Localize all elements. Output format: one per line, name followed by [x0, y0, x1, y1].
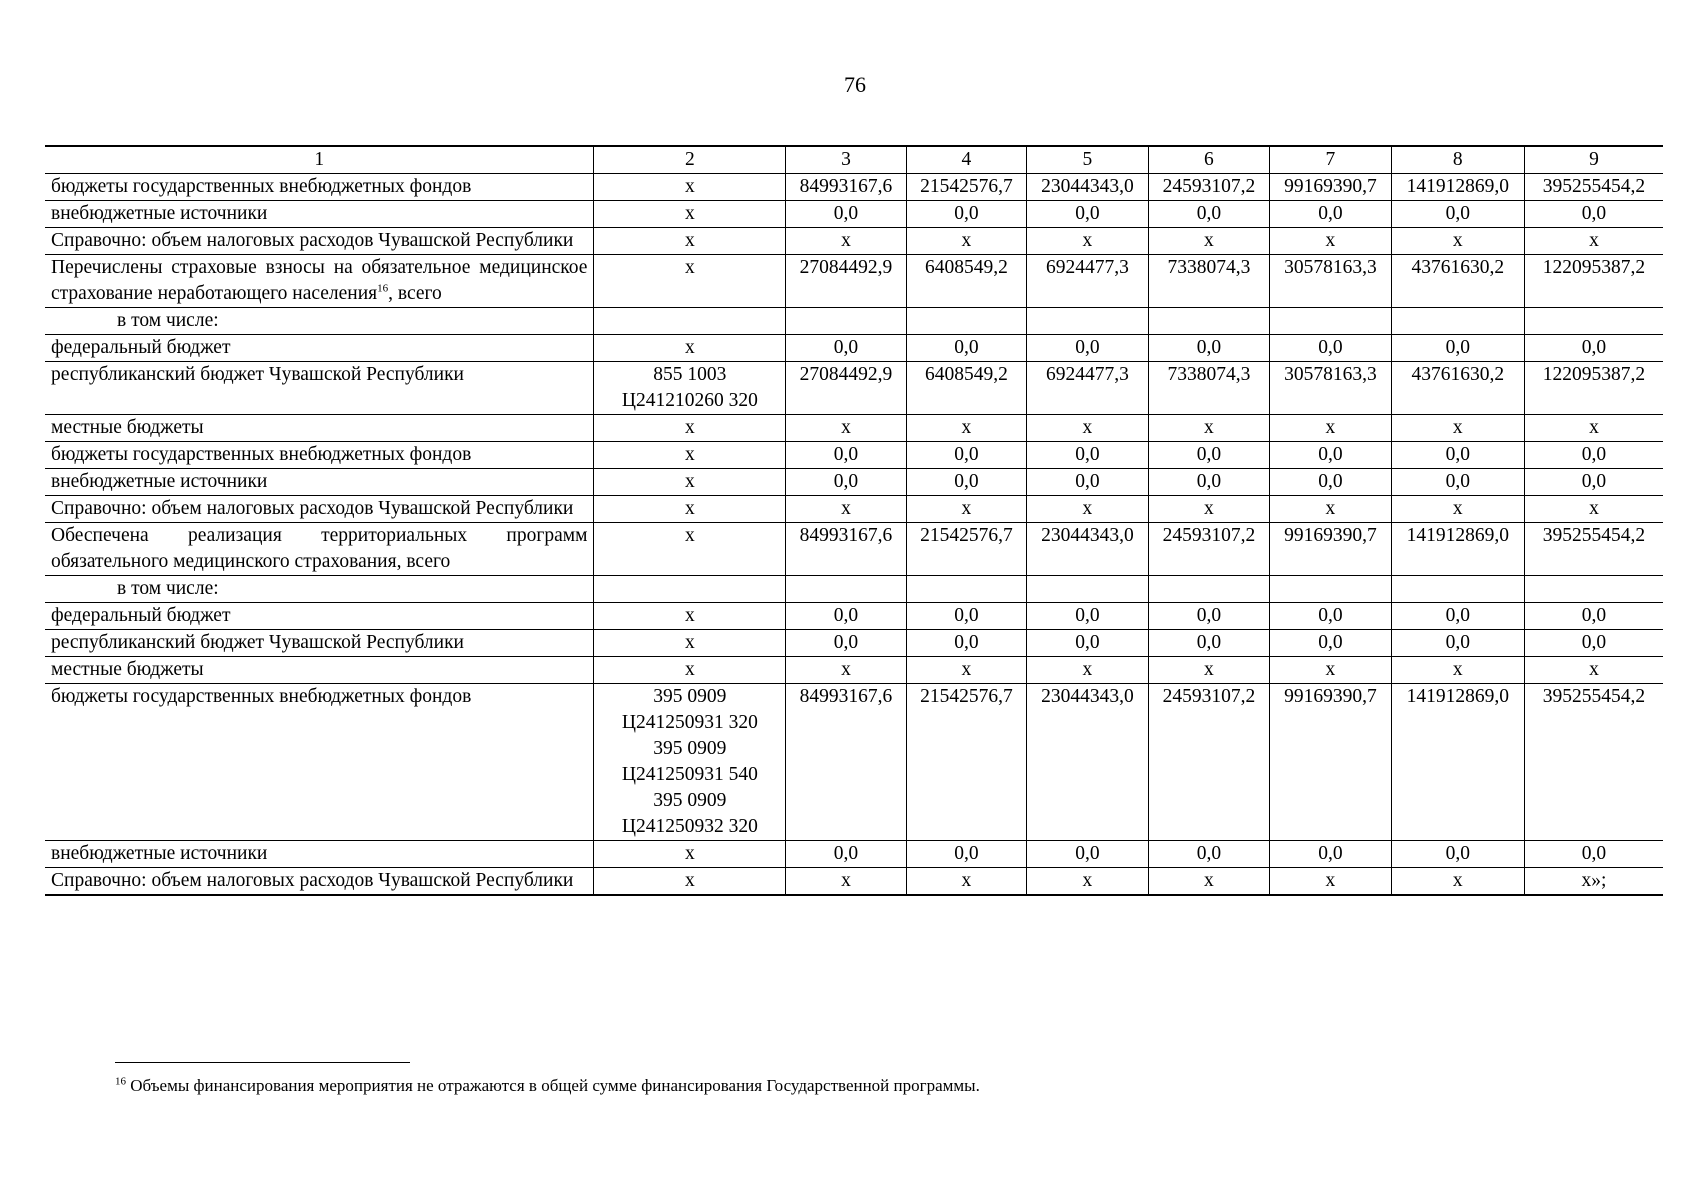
value-cell: 0,0: [1524, 335, 1663, 362]
header-cell: 7: [1270, 146, 1392, 174]
value-cell: 0,0: [1148, 442, 1270, 469]
row-label-text: республиканский бюджет Чувашской Республики: [51, 364, 464, 385]
value-cell: 0,0: [786, 442, 906, 469]
budget-code-cell: [594, 335, 786, 362]
value-cell: 0,0: [1027, 469, 1149, 496]
value-cell: х: [1148, 657, 1270, 684]
table-row: [45, 684, 1663, 841]
value-cell: 0,0: [906, 630, 1026, 657]
value-cell: х: [1270, 657, 1392, 684]
header-cell: 6: [1148, 146, 1270, 174]
row-label-text: местные бюджеты: [51, 659, 204, 680]
value-cell: х: [1391, 868, 1524, 896]
value-cell: 0,0: [1148, 201, 1270, 228]
budget-code-line: 395 0909: [653, 686, 727, 707]
value-cell: х: [786, 415, 906, 442]
budget-code-line: х: [684, 843, 695, 864]
value-cell: 99169390,7: [1270, 684, 1392, 841]
table-row: [45, 603, 1663, 630]
value-cell: х: [1027, 415, 1149, 442]
value-cell: х: [1027, 228, 1149, 255]
value-cell: 0,0: [1391, 201, 1524, 228]
value-cell: х: [906, 496, 1026, 523]
value-cell: 30578163,3: [1270, 255, 1392, 308]
row-label: [45, 174, 594, 201]
value-cell: 395255454,2: [1524, 684, 1663, 841]
value-cell: 43761630,2: [1391, 255, 1524, 308]
value-cell: х: [786, 496, 906, 523]
row-label: [45, 684, 594, 841]
value-cell: 122095387,2: [1524, 255, 1663, 308]
value-cell: 0,0: [1270, 603, 1392, 630]
value-cell: х: [1391, 496, 1524, 523]
value-cell: 23044343,0: [1027, 174, 1149, 201]
value-cell: 0,0: [786, 469, 906, 496]
value-cell: 0,0: [906, 201, 1026, 228]
budget-code-line: х: [684, 632, 695, 653]
value-cell: [1524, 576, 1663, 603]
value-cell: х: [906, 415, 1026, 442]
budget-code-line: 395 0909: [653, 790, 727, 811]
value-cell: 0,0: [1524, 442, 1663, 469]
value-cell: 0,0: [906, 603, 1026, 630]
header-cell: 5: [1027, 146, 1149, 174]
table-row: [45, 308, 1663, 335]
budget-code-line: х: [684, 337, 695, 358]
value-cell: 0,0: [1027, 335, 1149, 362]
row-label-text: Справочно: объем налоговых расходов Чувашской Республики: [51, 498, 574, 519]
value-cell: 0,0: [1027, 442, 1149, 469]
value-cell: 24593107,2: [1148, 523, 1270, 576]
value-cell: [1027, 576, 1149, 603]
budget-code-cell: [594, 603, 786, 630]
value-cell: 6924477,3: [1027, 362, 1149, 415]
table-row: [45, 335, 1663, 362]
value-cell: 122095387,2: [1524, 362, 1663, 415]
value-cell: 30578163,3: [1270, 362, 1392, 415]
value-cell: 0,0: [1270, 201, 1392, 228]
value-cell: [786, 576, 906, 603]
table-row: [45, 174, 1663, 201]
value-cell: 141912869,0: [1391, 684, 1524, 841]
value-cell: х: [786, 657, 906, 684]
row-label-text: федеральный бюджет: [51, 605, 231, 626]
budget-code-line: 395 0909: [653, 738, 727, 759]
value-cell: х: [1524, 496, 1663, 523]
value-cell: 43761630,2: [1391, 362, 1524, 415]
budget-code-line: Ц241210260 320: [621, 390, 758, 411]
row-label: [45, 308, 594, 335]
value-cell: 0,0: [1391, 442, 1524, 469]
value-cell: 0,0: [1391, 603, 1524, 630]
budget-code-cell: [594, 174, 786, 201]
table-row: [45, 469, 1663, 496]
budget-code-cell: [594, 469, 786, 496]
value-cell: 0,0: [1148, 603, 1270, 630]
value-cell: х: [1270, 496, 1392, 523]
value-cell: х: [906, 657, 1026, 684]
row-label: [45, 469, 594, 496]
value-cell: х: [1270, 415, 1392, 442]
value-cell: 395255454,2: [1524, 174, 1663, 201]
value-cell: [1148, 308, 1270, 335]
budget-code-cell: [594, 362, 786, 415]
value-cell: [906, 576, 1026, 603]
row-label-text: Справочно: объем налоговых расходов Чувашской Республики: [51, 230, 574, 251]
value-cell: 84993167,6: [786, 174, 906, 201]
value-cell: 0,0: [906, 841, 1026, 868]
value-cell: х: [1027, 657, 1149, 684]
value-cell: 84993167,6: [786, 684, 906, 841]
row-label: [45, 362, 594, 415]
budget-code-cell: [594, 841, 786, 868]
row-label: [45, 630, 594, 657]
value-cell: [786, 308, 906, 335]
value-cell: 0,0: [786, 841, 906, 868]
budget-code-line: 855 1003: [653, 364, 727, 385]
value-cell: х: [1391, 657, 1524, 684]
table-row: [45, 841, 1663, 868]
footnote-divider: [115, 1062, 410, 1063]
row-label: [45, 335, 594, 362]
header-cell: 2: [594, 146, 786, 174]
row-label: [45, 657, 594, 684]
table-row: [45, 523, 1663, 576]
row-label: [45, 603, 594, 630]
budget-code-cell: [594, 523, 786, 576]
row-label-text: внебюджетные источники: [51, 471, 268, 492]
value-cell: [1270, 576, 1392, 603]
value-cell: [1270, 308, 1392, 335]
value-cell: 6408549,2: [906, 255, 1026, 308]
value-cell: 21542576,7: [906, 523, 1026, 576]
row-label-text: бюджеты государственных внебюджетных фондов: [51, 444, 472, 465]
budget-code-cell: [594, 415, 786, 442]
value-cell: 0,0: [1027, 630, 1149, 657]
table-row: [45, 576, 1663, 603]
value-cell: 0,0: [1391, 335, 1524, 362]
value-cell: 141912869,0: [1391, 523, 1524, 576]
header-cell: 8: [1391, 146, 1524, 174]
budget-code-line: х: [684, 870, 695, 891]
value-cell: х: [1524, 657, 1663, 684]
budget-code-line: х: [684, 444, 695, 465]
value-cell: х»;: [1524, 868, 1663, 896]
budget-code-cell: [594, 228, 786, 255]
value-cell: х: [1270, 868, 1392, 896]
value-cell: 0,0: [1524, 603, 1663, 630]
value-cell: х: [1524, 228, 1663, 255]
value-cell: х: [1148, 496, 1270, 523]
value-cell: 0,0: [1270, 841, 1392, 868]
value-cell: 99169390,7: [1270, 174, 1392, 201]
table-row: [45, 442, 1663, 469]
value-cell: 0,0: [1148, 469, 1270, 496]
table-row: [45, 201, 1663, 228]
value-cell: 99169390,7: [1270, 523, 1392, 576]
value-cell: 0,0: [1524, 841, 1663, 868]
value-cell: 7338074,3: [1148, 362, 1270, 415]
value-cell: х: [906, 868, 1026, 896]
row-label: [45, 868, 594, 896]
row-label: [45, 523, 594, 576]
value-cell: 0,0: [1027, 841, 1149, 868]
value-cell: 395255454,2: [1524, 523, 1663, 576]
row-label-text: Обеспечена реализация территориальных программ обязательного медицинского страхования, всего: [51, 525, 588, 572]
budget-code-cell: [594, 255, 786, 308]
value-cell: 0,0: [786, 201, 906, 228]
value-cell: 0,0: [1524, 469, 1663, 496]
value-cell: 0,0: [906, 442, 1026, 469]
table-row: [45, 630, 1663, 657]
budget-code-cell: [594, 657, 786, 684]
value-cell: [906, 308, 1026, 335]
budget-code-cell: [594, 868, 786, 896]
budget-code-cell: [594, 630, 786, 657]
budget-code-cell: [594, 576, 786, 603]
row-label-text: внебюджетные источники: [51, 203, 268, 224]
row-label: [45, 415, 594, 442]
budget-code-cell: [594, 442, 786, 469]
value-cell: 0,0: [1027, 201, 1149, 228]
value-cell: 21542576,7: [906, 684, 1026, 841]
budget-code-line: х: [684, 471, 695, 492]
value-cell: х: [1391, 228, 1524, 255]
value-cell: [1524, 308, 1663, 335]
value-cell: 0,0: [1148, 335, 1270, 362]
header-row: [45, 146, 1663, 174]
table-row: [45, 868, 1663, 896]
value-cell: 0,0: [1270, 442, 1392, 469]
value-cell: 0,0: [1391, 841, 1524, 868]
table-body: [45, 146, 1663, 895]
row-label: [45, 496, 594, 523]
value-cell: х: [1027, 496, 1149, 523]
table-row: [45, 228, 1663, 255]
footnote: [115, 1076, 980, 1096]
row-label-text: внебюджетные источники: [51, 843, 268, 864]
value-cell: х: [1524, 415, 1663, 442]
row-label: [45, 228, 594, 255]
value-cell: 0,0: [1148, 630, 1270, 657]
value-cell: х: [906, 228, 1026, 255]
value-cell: 0,0: [1148, 841, 1270, 868]
row-label-text: бюджеты государственных внебюджетных фондов: [51, 176, 472, 197]
row-label: [45, 255, 594, 308]
budget-code-line: х: [684, 525, 695, 546]
row-label: [45, 576, 594, 603]
budget-code-cell: [594, 201, 786, 228]
budget-code-line: Ц241250931 540: [621, 764, 758, 785]
budget-code-line: х: [684, 498, 695, 519]
row-label-text: в том числе:: [117, 310, 219, 331]
value-cell: [1391, 308, 1524, 335]
value-cell: х: [1391, 415, 1524, 442]
header-cell: 9: [1524, 146, 1663, 174]
page-number: 76: [844, 72, 866, 97]
table-row: [45, 496, 1663, 523]
table-row: [45, 415, 1663, 442]
header-cell: 4: [906, 146, 1026, 174]
row-label-text: бюджеты государственных внебюджетных фондов: [51, 686, 472, 707]
value-cell: 27084492,9: [786, 255, 906, 308]
value-cell: 0,0: [906, 335, 1026, 362]
footnote-reference: 16: [377, 282, 389, 295]
value-cell: 0,0: [1391, 469, 1524, 496]
budget-code-line: х: [684, 176, 695, 197]
footnote-mark: 16: [115, 1075, 126, 1088]
value-cell: 0,0: [1524, 201, 1663, 228]
budget-code-line: х: [684, 257, 695, 278]
value-cell: 23044343,0: [1027, 523, 1149, 576]
row-label-tail: , всего: [388, 283, 442, 304]
row-label: [45, 201, 594, 228]
budget-code-line: Ц241250931 320: [621, 712, 758, 733]
budget-code-line: х: [684, 230, 695, 251]
value-cell: [1391, 576, 1524, 603]
value-cell: 21542576,7: [906, 174, 1026, 201]
value-cell: 0,0: [1391, 630, 1524, 657]
value-cell: 24593107,2: [1148, 684, 1270, 841]
value-cell: 0,0: [1270, 335, 1392, 362]
budget-code-line: х: [684, 605, 695, 626]
table-row: [45, 657, 1663, 684]
budget-code-line: Ц241250932 320: [621, 816, 758, 837]
value-cell: 7338074,3: [1148, 255, 1270, 308]
value-cell: 0,0: [786, 335, 906, 362]
value-cell: х: [1148, 228, 1270, 255]
value-cell: 0,0: [786, 603, 906, 630]
value-cell: х: [1270, 228, 1392, 255]
header-cell: 1: [45, 146, 594, 174]
value-cell: х: [1148, 415, 1270, 442]
row-label: [45, 442, 594, 469]
value-cell: х: [1148, 868, 1270, 896]
value-cell: 27084492,9: [786, 362, 906, 415]
value-cell: 0,0: [1270, 630, 1392, 657]
row-label-text: Перечислены страховые взносы на обязательное медицинское страхование неработающего населения: [51, 257, 588, 304]
value-cell: х: [1027, 868, 1149, 896]
table-row: [45, 255, 1663, 308]
value-cell: 0,0: [1270, 469, 1392, 496]
row-label: [45, 841, 594, 868]
budget-code-cell: [594, 684, 786, 841]
row-label-text: местные бюджеты: [51, 417, 204, 438]
budget-code-line: х: [684, 203, 695, 224]
value-cell: 23044343,0: [1027, 684, 1149, 841]
row-label-text: федеральный бюджет: [51, 337, 231, 358]
value-cell: 141912869,0: [1391, 174, 1524, 201]
row-label-text: в том числе:: [117, 578, 219, 599]
budget-code-cell: [594, 496, 786, 523]
budget-code-line: х: [684, 417, 695, 438]
budget-code-line: х: [684, 659, 695, 680]
value-cell: 0,0: [786, 630, 906, 657]
value-cell: 0,0: [906, 469, 1026, 496]
value-cell: 84993167,6: [786, 523, 906, 576]
value-cell: 0,0: [1027, 603, 1149, 630]
table-row: [45, 362, 1663, 415]
value-cell: 6924477,3: [1027, 255, 1149, 308]
value-cell: 0,0: [1524, 630, 1663, 657]
value-cell: 6408549,2: [906, 362, 1026, 415]
row-label-text: Справочно: объем налоговых расходов Чувашской Республики: [51, 870, 574, 891]
value-cell: 24593107,2: [1148, 174, 1270, 201]
value-cell: х: [786, 228, 906, 255]
financing-table: [45, 145, 1663, 896]
header-cell: 3: [786, 146, 906, 174]
value-cell: [1027, 308, 1149, 335]
row-label-text: республиканский бюджет Чувашской Республики: [51, 632, 464, 653]
footnote-text: Объемы финансирования мероприятия не отражаются в общей сумме финансирования Государственной программы.: [130, 1076, 980, 1095]
value-cell: х: [786, 868, 906, 896]
value-cell: [1148, 576, 1270, 603]
budget-code-cell: [594, 308, 786, 335]
